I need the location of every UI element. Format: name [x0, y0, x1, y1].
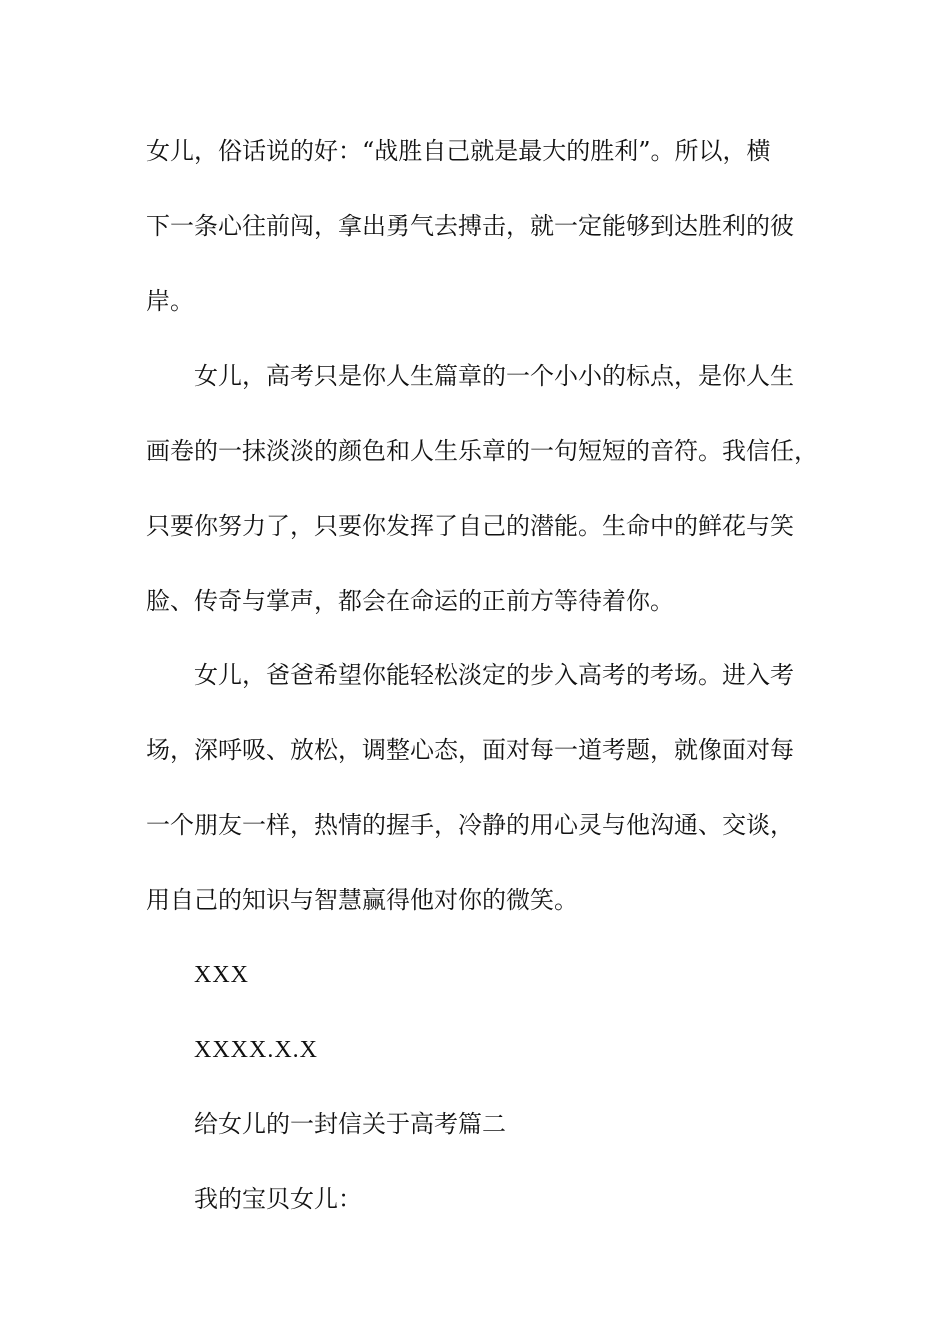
paragraph-2-line-3: 只要你努力了，只要你发挥了自己的潜能。生命中的鲜花与笑	[146, 512, 794, 540]
paragraph-3-line-3: 一个朋友一样，热情的握手，冷静的用心灵与他沟通、交谈，	[146, 811, 794, 839]
salutation: 我的宝贝女儿：	[194, 1185, 362, 1213]
paragraph-1-line-3: 岸。	[146, 287, 194, 315]
paragraph-2-line-1: 女儿，高考只是你人生篇章的一个小小的标点，是你人生	[194, 362, 794, 390]
signature-date: XXXX.X.X	[194, 1037, 318, 1063]
signature-name: XXX	[194, 962, 249, 988]
paragraph-3-line-1: 女儿，爸爸希望你能轻松淡定的步入高考的考场。进入考	[194, 661, 794, 689]
paragraph-1-line-2: 下一条心往前闯，拿出勇气去搏击，就一定能够到达胜利的彼	[146, 212, 794, 240]
paragraph-3-line-4: 用自己的知识与智慧赢得他对你的微笑。	[146, 886, 578, 914]
paragraph-1-line-1: 女儿，俗话说的好：“战胜自己就是最大的胜利”。所以，横	[146, 137, 771, 165]
section-title: 给女儿的一封信关于高考篇二	[194, 1110, 506, 1138]
paragraph-2-line-2: 画卷的一抹淡淡的颜色和人生乐章的一句短短的音符。我信任，	[146, 437, 818, 465]
paragraph-3-line-2: 场，深呼吸、放松，调整心态，面对每一道考题，就像面对每	[146, 736, 794, 764]
paragraph-2-line-4: 脸、传奇与掌声，都会在命运的正前方等待着你。	[146, 587, 674, 615]
